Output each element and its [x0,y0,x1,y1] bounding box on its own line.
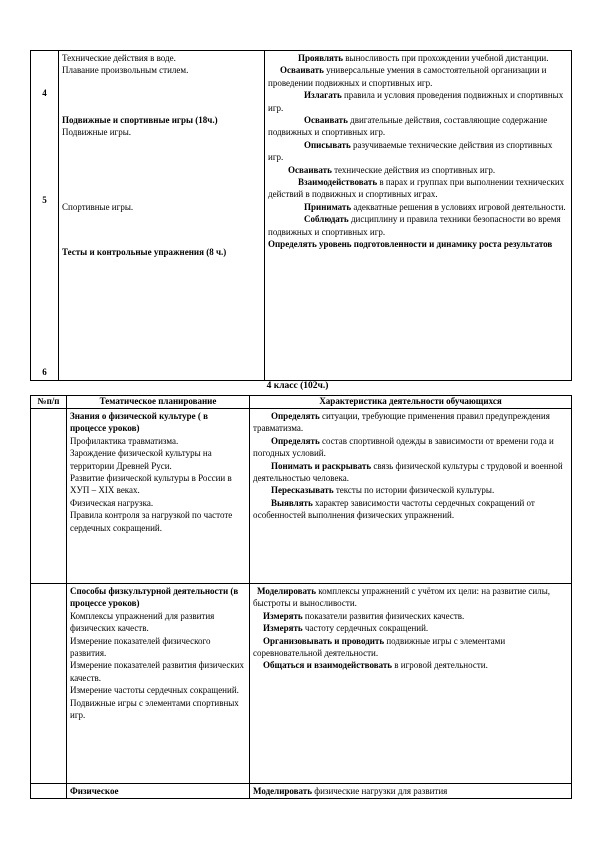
row1-number [31,409,67,584]
activity-item: Описывать разучиваемые технические действия из спортивных игр. [268,139,553,163]
free-style-text: Плавание произвольным стилем. [62,65,189,76]
activity-item: Измерять частоту сердечных сокращений. [263,623,429,634]
activity-item-last: Определять уровень подготовленности и динамику роста результатов [268,239,553,250]
activity-item: Измерять показатели развития физических качеств. [263,610,465,621]
topic-item: Комплексы упражнений для развития физических качеств. [70,610,215,634]
activity-item: Осваивать технические действия из спортивных игр. [288,164,496,175]
topic-item: Профилактика травматизма. [70,435,179,446]
row-number-6: 6 [42,367,47,377]
row-numbers-cell [31,51,59,381]
activity-item: Соблюдать дисциплину и правила техники безопасности во время подвижных и спортивных игр. [268,214,561,237]
header-number: №п/п [31,396,67,409]
activity-item: Осваивать универсальные умения в самостоятельной организации и проведении подвижных и спортивных игр. [268,65,547,88]
topic-item: Физическая нагрузка. [70,497,154,508]
activity-item: Принимать адекватные решения в условиях игровой деятельности. [304,201,566,212]
activities-cell [265,51,572,381]
topic-item: Измерение частоты сердечных сокращений. [70,685,239,696]
games-section-title: Подвижные и спортивные игры (18ч.) [62,114,218,125]
topic-item: Измерение показателей развития физических качеств. [70,660,245,683]
knowledge-topics-cell [67,409,250,584]
activity-item: Проявлять выносливость при прохождении учебной дистанции. [298,53,549,63]
mobile-games-text: Подвижные игры. [62,127,132,138]
methods-activities-cell [250,584,572,784]
physical-activity-cell: Моделировать физические нагрузки для развития [250,784,572,799]
knowledge-title: Знания о физической культуре ( в процессе уроков) [70,411,209,434]
sports-games-text: Спортивные игры. [62,201,134,212]
activity-item: Моделировать комплексы упражнений с учётом их цели: на развитие силы, быстроты и выносливости. [253,586,551,609]
activity-item: Общаться и взаимодействовать в игровой деятельности. [263,660,488,671]
row3-number [31,784,67,799]
row-number-5: 5 [42,195,47,205]
physical-topic-cell: Физическое [67,784,250,799]
methods-topics-cell [67,584,250,784]
header-topic: Тематическое планирование [67,396,250,409]
topics-cell [59,51,265,381]
top-table [30,50,572,381]
activity-item: Определять состав спортивной одежды в зависимости от времени года и погодных условий. [253,435,554,459]
activity-item: Выявлять характер зависимости частоты сердечных сокращений от особенностей выполнения физических упражнений. [253,497,535,521]
activity-item: Осваивать двигательные действия, составляющие содержание подвижных и спортивных игр. [268,115,548,138]
grade-title: 4 класс (102ч.) [266,381,329,391]
activity-item: Пересказывать тексты по истории физической культуры. [271,485,495,496]
topic-item: Развитие физической культуры в России в ХУП – XIX веках. [70,473,232,496]
tests-title: Тесты и контрольные упражнения (8 ч.) [62,247,227,258]
topic-item: Зарождение физической культуры на территории Древней Руси. [70,448,212,471]
row-number-4: 4 [42,88,47,98]
activity-item: Определять ситуации, требующие применения правил предупреждения травматизма. [253,411,550,434]
activity-item: Излагать правила и условия проведения подвижных и спортивных игр. [268,90,564,113]
header-characteristic: Характеристика деятельности обучающихся [250,396,572,409]
main-table [30,395,572,799]
water-actions-text: Технические действия в воде. [62,53,176,63]
activity-item: Взаимодействовать в парах и группах при выполнении технических действий в подвижных и спортивных играх. [268,177,565,200]
activity-item: Понимать и раскрывать связь физической культуры с трудовой и военной деятельностью человека. [253,460,563,484]
activity-item: Организовывать и проводить подвижные игры с элементами соревновательной деятельности. [253,635,506,659]
methods-title: Способы физкультурной деятельности (в процессе уроков) [70,586,239,609]
topic-item: Подвижные игры с элементами спортивных игр. [70,697,239,721]
knowledge-activities-cell [250,409,572,584]
row2-number [31,584,67,784]
topic-item: Правила контроля за нагрузкой по частоте сердечных сокращений. [70,510,233,533]
topic-item: Измерение показателей физического развития. [70,635,211,659]
